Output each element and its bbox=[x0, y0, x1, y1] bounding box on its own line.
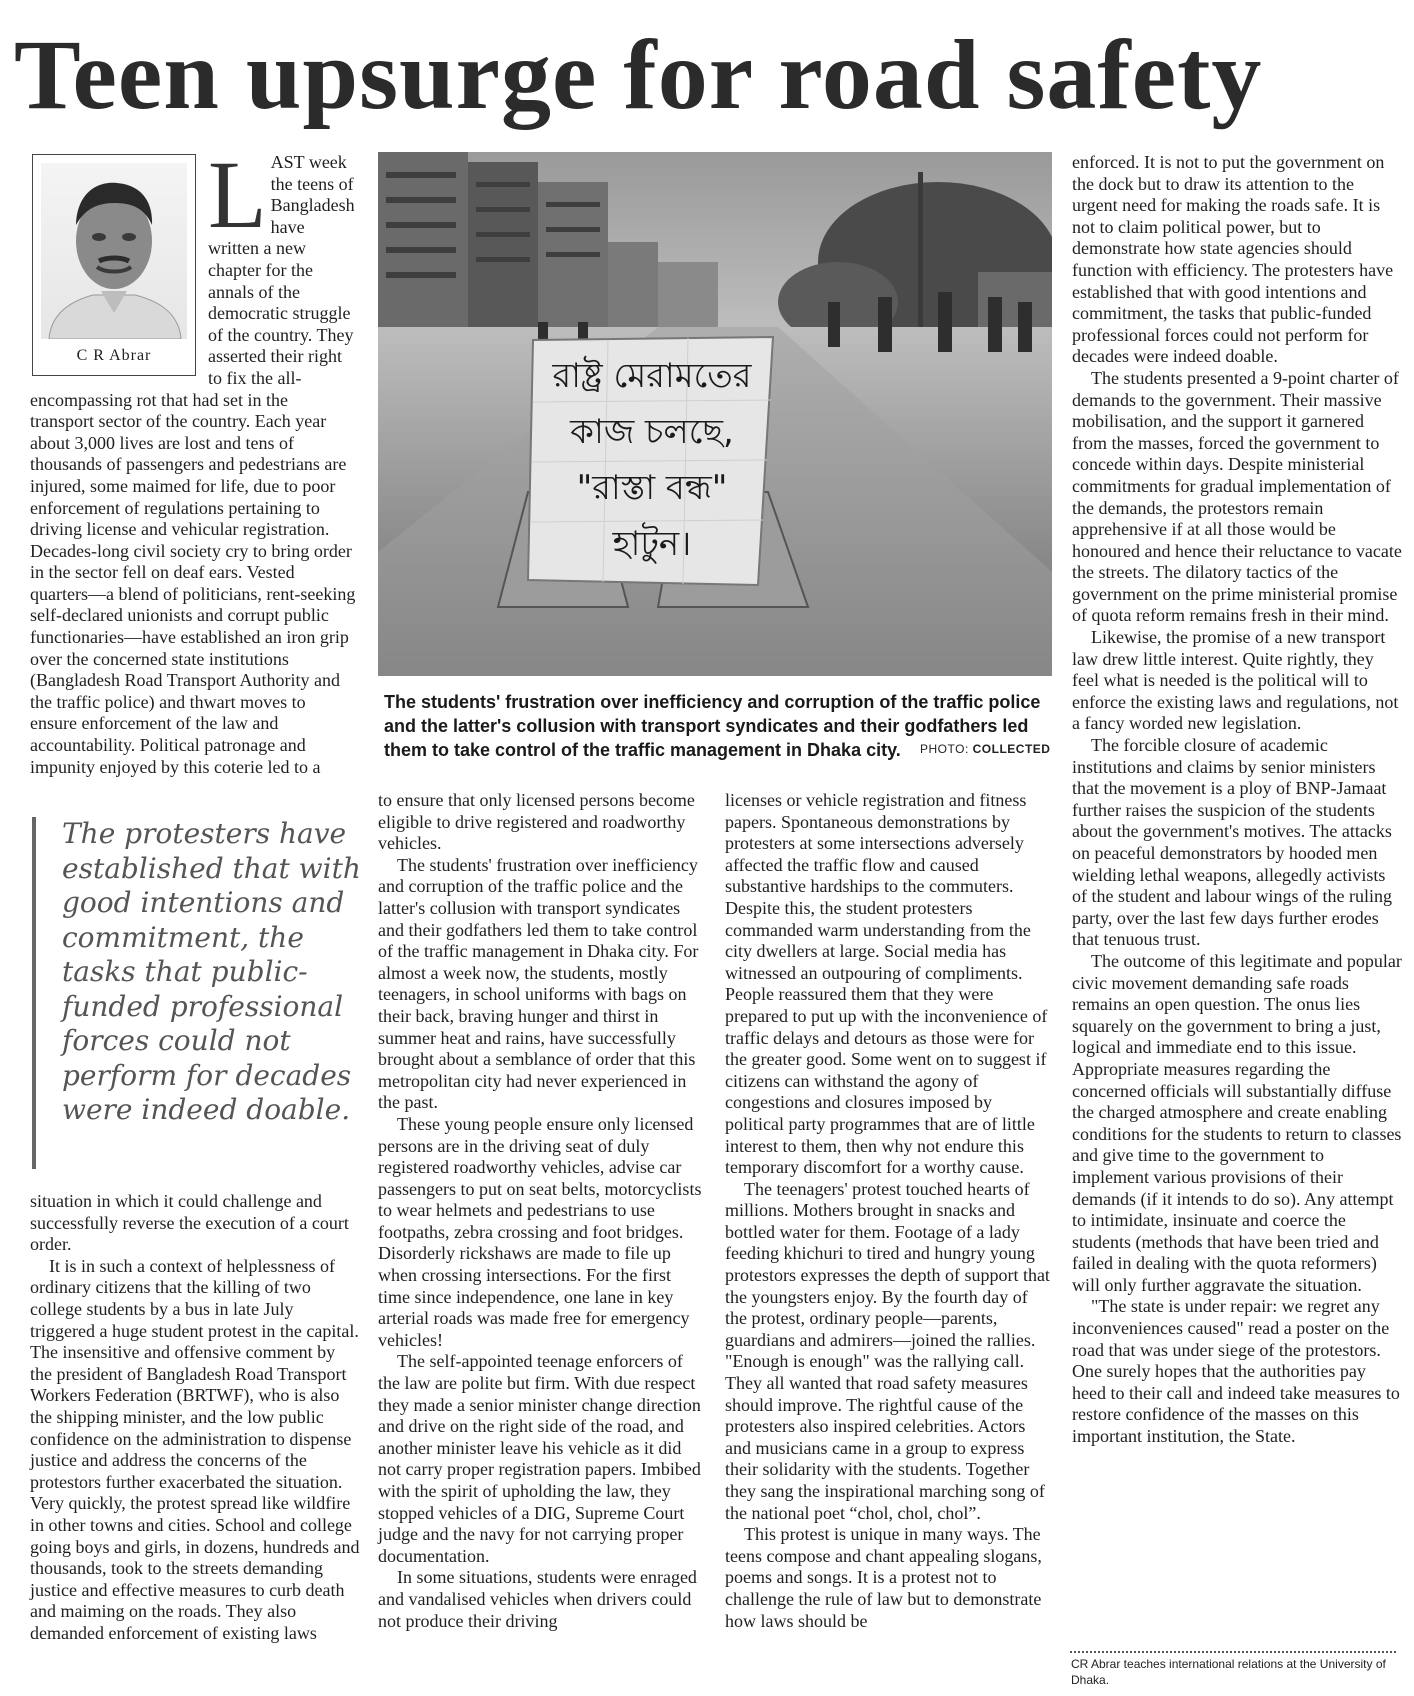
paragraph: It is in such a context of helplessness of ordinary citizens that the killing of two college students by a bus in late July triggered a huge student protest in the capital. The insensitive and offensive comment by the president of Bangladesh Road Transport Workers Federation (BRTWF), who is also the shipping minister, and the low public confidence on the administration to dispense justice and address the concerns of the protestors further exacerbated the situation. Very quickly, the protest spread like wildfire in other towns and cities. School and college going boys and girls, in dozens, hundreds and thousands, took to the streets demanding justice and effective measures to curb death and maiming on the roads. They also demanded enforcement of existing laws bbox=[30, 1255, 360, 1643]
column-1-continued bbox=[30, 1191, 360, 1644]
divider bbox=[1070, 1651, 1396, 1653]
pull-quote-text: The protesters have established that with good intentions and commitment, the tasks that public-funded professional forces could not perform for decades were indeed doable. bbox=[62, 817, 361, 1126]
column-4 bbox=[1072, 152, 1402, 1448]
photo-credit bbox=[920, 742, 1050, 756]
column-3 bbox=[725, 790, 1053, 1632]
paragraph: AST week the teens of Bangladesh have written a new chapter for the annals of the democratic struggle of the country. They asserted their right to fix the all-encompassing rot that had set in the transport sector of the country. Each year about 3,000 lives are lost and tens of thousands of passengers and pedestrians are injured, some maimed for life, due to poor enforcement of regulations pertaining to driving license and vehicular registration. Decades-long civil society cry to bring order in the sector fell on deaf ears. Vested quarters—a blend of politicians, rent-seeking self-declared unionists and corrupt public functionaries—have established an iron grip over the concerned state institutions (Bangladesh Road Transport Authority and the traffic police) and thwart moves to ensure enforcement of the law and accountability. Political patronage and impunity enjoyed by this coterie led to a bbox=[30, 152, 356, 777]
paragraph: enforced. It is not to put the government on the dock but to draw its attention to the urgent need for making the roads safe. It is not to claim political power, but to demonstrate how state agencies should function with efficiency. The protesters have established that with good intentions and commitment, the tasks that public-funded professional forces could not perform for decades were indeed doable. bbox=[1072, 152, 1394, 367]
pull-quote bbox=[32, 817, 362, 1169]
column-2 bbox=[378, 790, 706, 1632]
author-box bbox=[32, 154, 196, 376]
headline: Teen upsurge for road safety bbox=[14, 19, 1263, 130]
paragraph: Likewise, the promise of a new transport law drew little interest. Quite rightly, they feel what is needed is the political will to enforce the existing laws and regulations, not a fancy worded new legislation. bbox=[1072, 627, 1399, 734]
paragraph: This protest is unique in many ways. The teens compose and chant appealing slogans, poems and songs. It is a protest not to challenge the rule of law but to demonstrate how laws should be bbox=[725, 1524, 1042, 1631]
paragraph: These young people ensure only licensed persons are in the driving seat of duly registered roadworthy vehicles, advise car passengers to put on seat belts, motorcyclists to wear helmets and pedestrians to use footpaths, zebra crossing and foot bridges. Disorderly rickshaws are made to file up when crossing intersections. For the first time since independence, one lane in key arterial roads was made free for emergency vehicles! bbox=[378, 1113, 702, 1350]
paragraph: In some situations, students were enraged and vandalised vehicles when drivers could not produce their driving bbox=[378, 1567, 697, 1631]
paragraph: licenses or vehicle registration and fitness papers. Spontaneous demonstrations by protesters at some intersections adversely affected the traffic flow and caused substantive hardships to the commuters. Despite this, the student protesters commanded warm understanding from the city dwellers at large. Social media has witnessed an outpouring of compliments. People reassured them that they were prepared to put up with the inconvenience of traffic delays and detours as those were for the greater good. Some went on to suggest if citizens can withstand the agony of congestions and closures imposed by political party programmes that are of little interest to them, then why not endure this temporary discomfort for a worthy cause. bbox=[725, 790, 1048, 1178]
paragraph: The students' frustration over inefficiency and corruption of the traffic police and the latter's collusion with transport syndicates and their godfathers led them to take control of the traffic management in Dhaka city. For almost a week now, the students, mostly teenagers, in school uniforms with bags on their back, braving hunger and thirst in summer heat and rains, have successfully brought about a semblance of order that this metropolitan city had never experienced in the past. bbox=[378, 854, 699, 1113]
photo-credit-value: COLLECTED bbox=[972, 742, 1051, 756]
paragraph: The self-appointed teenage enforcers of the law are polite but firm. With due respect they made a senior minister change direction and drive on the right side of the road, and another minister leave his vehicle as it did not carry proper registration papers. Imbibed with the spirit of upholding the law, they stopped vehicles of a DIG, Supreme Court judge and the navy for not carrying proper documentation. bbox=[378, 1351, 701, 1566]
paragraph: to ensure that only licensed persons become eligible to drive registered and roadworthy vehicles. bbox=[378, 790, 695, 854]
column-1 bbox=[30, 141, 356, 778]
author-bio: CR Abrar teaches international relations at the University of Dhaka. bbox=[1071, 1657, 1386, 1687]
sign-text: রাষ্ট্র মেরামতের কাজ চলছে, "রাস্তা বন্ধ" হাটুন। bbox=[552, 356, 752, 564]
paragraph: The forcible closure of academic institutions and claims by senior ministers that the movement is a ploy of BNP-Jamaat further raises the suspicion of the students about the government's motives. The attacks on peaceful demonstrators by hooded men wielding lethal weapons, allegedly activists of the student and labour wings of the ruling party, over the last few days further erodes that tenuous trust. bbox=[1072, 735, 1392, 950]
paragraph: The students presented a 9-point charter of demands to the government. Their massive mobilisation, and the support it garnered from the masses, forced the government to concede within days. Despite ministerial commitments for gradual implementation of the demands, the protestors remain apprehensive if at all those would be honoured and hence their reluctance to vacate the streets. The dilatory tactics of the government on the prime ministerial promise of quota reform remains fresh in their mind. bbox=[1072, 367, 1402, 626]
paragraph: "The state is under repair: we regret any inconveniences caused" read a poster on the road that was under siege of the protestors. One surely hopes that the authorities pay heed to their call and indeed take measures to restore confidence of the masses on this important institution, the State. bbox=[1072, 1296, 1400, 1447]
photo-credit-label: PHOTO: bbox=[920, 742, 969, 756]
paragraph: The teenagers' protest touched hearts of millions. Mothers brought in snacks and bottled water for them. Footage of a lady feeding khichuri to tired and hungry young protestors expresses the depth of support that the youngsters enjoy. By the fourth day of the protest, ordinary people—parents, guardians and admirers—joined the rallies. "Enough is enough" was the rallying call. They all wanted that road safety measures should improve. The rightful cause of the protesters also inspired celebrities. Actors and musicians came in a group to express their solidarity with the students. Together they sang the inspirational marching song of the national poet “chol, chol, chol”. bbox=[725, 1178, 1050, 1523]
author-photo bbox=[41, 163, 187, 339]
photo-caption: The students' frustration over inefficiency and corruption of the traffic police and the latter's collusion with transport syndicates and their godfathers led them to take control of the traffic management in Dhaka city. bbox=[384, 692, 1041, 760]
paragraph: The outcome of this legitimate and popular civic movement demanding safe roads remains an open question. The onus lies squarely on the government to bring a just, logical and immediate end to this issue. Appropriate measures regarding the concerned officials will substantially diffuse the charged atmosphere and create enabling conditions for the students to return to classes and give time to the government to implement various provisions of their demands (if it intends to do so). Any attempt to intimidate, insinuate and coerce the students (methods that have been tried and failed in dealing with the quota reformers) will only further aggravate the situation. bbox=[1072, 950, 1402, 1295]
protest-photo bbox=[378, 152, 1052, 676]
paragraph: situation in which it could challenge and successfully reverse the execution of a court order. bbox=[30, 1191, 349, 1255]
author-name: C R Abrar bbox=[76, 347, 152, 365]
dropcap: L bbox=[208, 141, 267, 248]
